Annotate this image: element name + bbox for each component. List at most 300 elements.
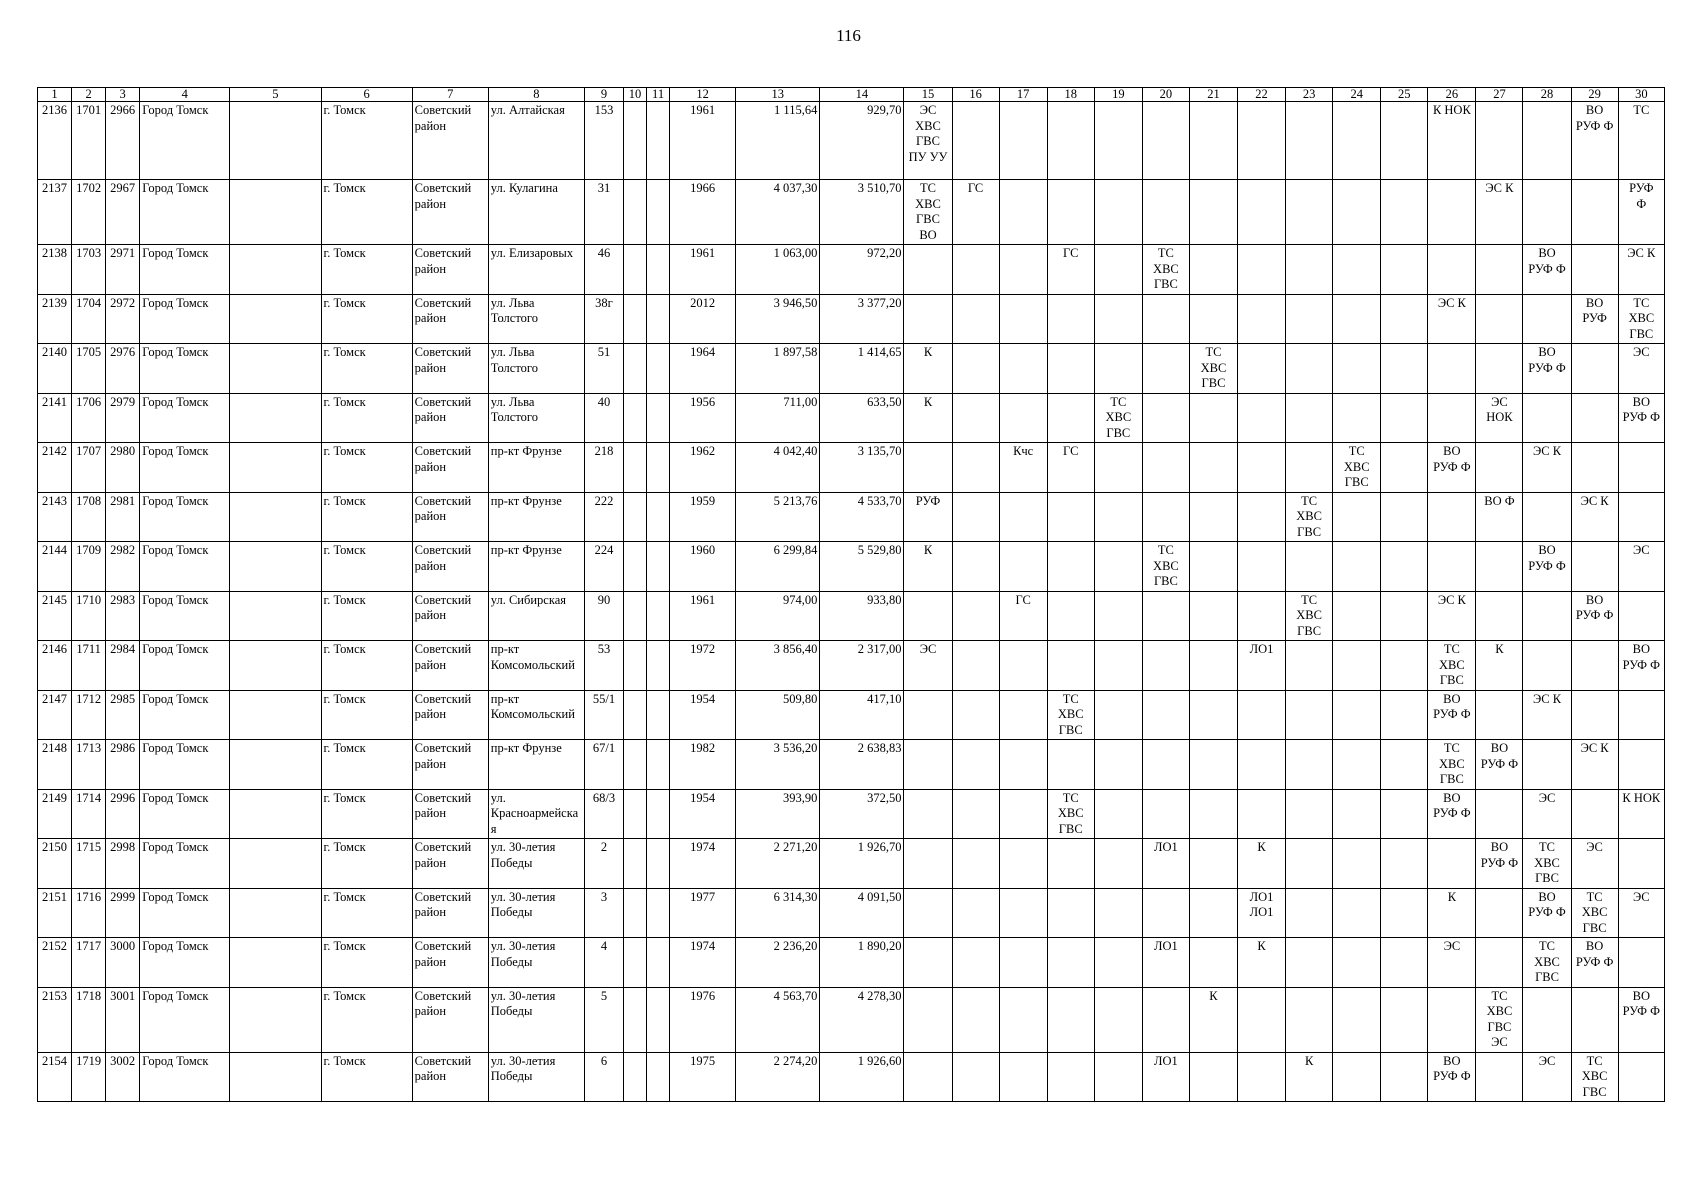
- table-cell: [952, 839, 999, 889]
- table-cell: [1571, 789, 1618, 839]
- table-cell: ул. Сибирская: [488, 591, 584, 641]
- table-cell: Советский район: [412, 888, 488, 938]
- table-cell: [230, 591, 321, 641]
- table-cell: [1333, 641, 1381, 691]
- column-header: 25: [1381, 88, 1428, 102]
- table-cell: Город Томск: [140, 789, 230, 839]
- table-cell: Город Томск: [140, 987, 230, 1052]
- table-cell: г. Томск: [321, 987, 412, 1052]
- table-cell: 1 115,64: [736, 102, 820, 180]
- table-cell: 2144: [38, 542, 72, 592]
- table-cell: [1094, 690, 1142, 740]
- table-cell: [1476, 1052, 1523, 1102]
- table-cell: Кчс: [999, 443, 1047, 493]
- table-cell: [1618, 938, 1664, 988]
- table-cell: [1571, 690, 1618, 740]
- table-cell: [1047, 1052, 1094, 1102]
- table-cell: [1571, 180, 1618, 245]
- table-cell: [1142, 740, 1189, 790]
- table-cell: Город Томск: [140, 492, 230, 542]
- table-cell: [1381, 542, 1428, 592]
- table-cell: 1972: [670, 641, 736, 691]
- table-cell: 53: [584, 641, 623, 691]
- table-cell: ул. 30-летия Победы: [488, 1052, 584, 1102]
- table-cell: [1523, 492, 1571, 542]
- table-cell: 222: [584, 492, 623, 542]
- table-cell: [904, 591, 952, 641]
- column-header: 2: [72, 88, 106, 102]
- table-cell: 3002: [106, 1052, 140, 1102]
- table-cell: 509,80: [736, 690, 820, 740]
- table-cell: ВО РУФ Ф: [1476, 839, 1523, 889]
- table-cell: 2998: [106, 839, 140, 889]
- table-cell: Город Томск: [140, 888, 230, 938]
- table-cell: [1047, 987, 1094, 1052]
- table-cell: 2979: [106, 393, 140, 443]
- table-cell: [1381, 443, 1428, 493]
- table-cell: [1094, 740, 1142, 790]
- table-cell: [1618, 443, 1664, 493]
- table-cell: [1189, 789, 1237, 839]
- column-header: 26: [1428, 88, 1476, 102]
- table-cell: г. Томск: [321, 1052, 412, 1102]
- table-cell: 90: [584, 591, 623, 641]
- table-cell: [647, 641, 670, 691]
- table-cell: [1189, 839, 1237, 889]
- table-row: [38, 987, 1665, 1052]
- table-cell: [1571, 987, 1618, 1052]
- table-cell: [1286, 180, 1333, 245]
- table-cell: [230, 888, 321, 938]
- table-cell: ТС ХВС ГВС: [1618, 294, 1664, 344]
- table-cell: г. Томск: [321, 443, 412, 493]
- table-cell: [999, 789, 1047, 839]
- table-cell: [999, 492, 1047, 542]
- table-cell: [1238, 987, 1286, 1052]
- table-cell: г. Томск: [321, 393, 412, 443]
- table-cell: [1142, 641, 1189, 691]
- table-cell: г. Томск: [321, 344, 412, 394]
- table-cell: Советский район: [412, 443, 488, 493]
- table-row: [38, 789, 1665, 839]
- table-cell: 2 274,20: [736, 1052, 820, 1102]
- table-cell: [1333, 344, 1381, 394]
- column-header: 20: [1142, 88, 1189, 102]
- column-header: 29: [1571, 88, 1618, 102]
- table-cell: [1618, 1052, 1664, 1102]
- table-cell: [1286, 839, 1333, 889]
- table-cell: [1381, 987, 1428, 1052]
- table-cell: ул. Елизаровых: [488, 245, 584, 295]
- table-cell: 393,90: [736, 789, 820, 839]
- table-cell: [904, 294, 952, 344]
- table-cell: ТС ХВС ГВС ВО: [904, 180, 952, 245]
- table-cell: ЭС К: [1523, 690, 1571, 740]
- table-cell: 40: [584, 393, 623, 443]
- table-cell: [1238, 789, 1286, 839]
- table-cell: [1189, 1052, 1237, 1102]
- table-cell: ТС ХВС ГВС: [1189, 344, 1237, 394]
- table-cell: 2154: [38, 1052, 72, 1102]
- column-header: 10: [624, 88, 647, 102]
- table-row: [38, 938, 1665, 988]
- table-cell: К: [1286, 1052, 1333, 1102]
- table-cell: ЛО1 ЛО1: [1238, 888, 1286, 938]
- table-cell: [952, 641, 999, 691]
- table-cell: 1716: [72, 888, 106, 938]
- table-cell: [1286, 542, 1333, 592]
- table-cell: [1189, 393, 1237, 443]
- table-cell: 2136: [38, 102, 72, 180]
- table-cell: 51: [584, 344, 623, 394]
- table-cell: Советский район: [412, 740, 488, 790]
- table-cell: 5 213,76: [736, 492, 820, 542]
- column-header: 30: [1618, 88, 1664, 102]
- table-cell: К: [1476, 641, 1523, 691]
- table-cell: [1428, 839, 1476, 889]
- table-row: [38, 443, 1665, 493]
- table-cell: 1709: [72, 542, 106, 592]
- table-cell: Советский район: [412, 294, 488, 344]
- table-cell: [999, 245, 1047, 295]
- table-cell: ТС ХВС ГВС: [1142, 245, 1189, 295]
- table-cell: ВО РУФ Ф: [1428, 443, 1476, 493]
- table-cell: 2981: [106, 492, 140, 542]
- table-cell: ВО РУФ: [1571, 294, 1618, 344]
- table-cell: [647, 393, 670, 443]
- table-cell: Советский район: [412, 938, 488, 988]
- table-cell: [1333, 591, 1381, 641]
- table-cell: [647, 245, 670, 295]
- table-cell: 2971: [106, 245, 140, 295]
- table-cell: 2984: [106, 641, 140, 691]
- table-cell: [624, 888, 647, 938]
- column-header: 3: [106, 88, 140, 102]
- table-cell: 1704: [72, 294, 106, 344]
- table-cell: ТС: [1618, 102, 1664, 180]
- table-cell: [1333, 245, 1381, 295]
- column-header: 15: [904, 88, 952, 102]
- table-cell: [1381, 789, 1428, 839]
- table-cell: г. Томск: [321, 641, 412, 691]
- table-cell: [1286, 789, 1333, 839]
- table-cell: 1 926,70: [820, 839, 904, 889]
- table-cell: [904, 789, 952, 839]
- table-cell: 3 536,20: [736, 740, 820, 790]
- table-cell: РУФ: [904, 492, 952, 542]
- table-cell: Советский район: [412, 492, 488, 542]
- table-cell: г. Томск: [321, 839, 412, 889]
- table-cell: ВО РУФ Ф: [1523, 888, 1571, 938]
- table-cell: [1523, 591, 1571, 641]
- table-cell: ЭС: [1618, 344, 1664, 394]
- column-header: 9: [584, 88, 623, 102]
- table-cell: [624, 102, 647, 180]
- table-cell: 218: [584, 443, 623, 493]
- table-cell: ЭС: [1523, 789, 1571, 839]
- table-cell: [1428, 180, 1476, 245]
- table-cell: ул. 30-летия Победы: [488, 839, 584, 889]
- table-cell: 1713: [72, 740, 106, 790]
- table-cell: [1238, 102, 1286, 180]
- table-cell: 3 510,70: [820, 180, 904, 245]
- table-cell: [1047, 641, 1094, 691]
- table-cell: [1381, 294, 1428, 344]
- table-cell: 4 533,70: [820, 492, 904, 542]
- table-cell: пр-кт Фрунзе: [488, 492, 584, 542]
- table-cell: [1381, 591, 1428, 641]
- table-cell: К НОК: [1428, 102, 1476, 180]
- column-header: 11: [647, 88, 670, 102]
- column-header: 22: [1238, 88, 1286, 102]
- table-cell: Город Томск: [140, 740, 230, 790]
- table-cell: 5 529,80: [820, 542, 904, 592]
- table-cell: 2148: [38, 740, 72, 790]
- table-cell: ВО РУФ Ф: [1618, 393, 1664, 443]
- table-cell: 974,00: [736, 591, 820, 641]
- table-cell: [647, 443, 670, 493]
- table-cell: Город Томск: [140, 542, 230, 592]
- table-cell: [999, 1052, 1047, 1102]
- table-cell: [624, 393, 647, 443]
- table-cell: [1094, 1052, 1142, 1102]
- table-cell: ТС ХВС ГВС ЭС: [1476, 987, 1523, 1052]
- table-cell: [1381, 245, 1428, 295]
- table-cell: ул. Красноармейска я: [488, 789, 584, 839]
- table-cell: [1428, 492, 1476, 542]
- table-row: [38, 740, 1665, 790]
- table-cell: [1238, 393, 1286, 443]
- table-row: [38, 542, 1665, 592]
- table-cell: ТС ХВС ГВС: [1094, 393, 1142, 443]
- table-cell: ЭС К: [1523, 443, 1571, 493]
- table-cell: [1189, 938, 1237, 988]
- table-cell: [1047, 542, 1094, 592]
- table-cell: [1333, 542, 1381, 592]
- table-cell: [999, 180, 1047, 245]
- table-cell: ЛО1: [1238, 641, 1286, 691]
- table-cell: [952, 789, 999, 839]
- table-cell: [230, 938, 321, 988]
- table-cell: [1333, 789, 1381, 839]
- table-cell: 2137: [38, 180, 72, 245]
- table-cell: ЭС: [1523, 1052, 1571, 1102]
- table-cell: Город Томск: [140, 245, 230, 295]
- table-cell: 2141: [38, 393, 72, 443]
- column-header: 5: [230, 88, 321, 102]
- table-cell: [999, 393, 1047, 443]
- table-cell: 3 377,20: [820, 294, 904, 344]
- table-cell: [1523, 641, 1571, 691]
- column-header: 13: [736, 88, 820, 102]
- table-cell: 1715: [72, 839, 106, 889]
- table-cell: [952, 542, 999, 592]
- table-cell: ГС: [1047, 245, 1094, 295]
- table-cell: [999, 938, 1047, 988]
- table-cell: [1286, 245, 1333, 295]
- table-cell: [647, 102, 670, 180]
- table-cell: [1286, 344, 1333, 394]
- table-cell: [647, 492, 670, 542]
- table-cell: [230, 245, 321, 295]
- table-cell: [1381, 492, 1428, 542]
- table-cell: [1523, 393, 1571, 443]
- table-cell: [1094, 245, 1142, 295]
- table-cell: ТС ХВС ГВС: [1047, 690, 1094, 740]
- table-cell: [1381, 344, 1428, 394]
- table-cell: Город Томск: [140, 393, 230, 443]
- table-cell: [647, 344, 670, 394]
- table-cell: [1238, 180, 1286, 245]
- table-cell: [1047, 591, 1094, 641]
- table-cell: 4 042,40: [736, 443, 820, 493]
- table-cell: [624, 789, 647, 839]
- table-cell: 5: [584, 987, 623, 1052]
- column-header: 8: [488, 88, 584, 102]
- table-cell: ВО РУФ Ф: [1618, 641, 1664, 691]
- table-row: [38, 492, 1665, 542]
- table-cell: [1428, 245, 1476, 295]
- table-cell: [1189, 888, 1237, 938]
- table-cell: 153: [584, 102, 623, 180]
- column-header: 4: [140, 88, 230, 102]
- table-cell: [1333, 393, 1381, 443]
- table-cell: [904, 938, 952, 988]
- table-cell: ул. 30-летия Победы: [488, 987, 584, 1052]
- column-header: 23: [1286, 88, 1333, 102]
- column-header: 17: [999, 88, 1047, 102]
- table-cell: ГС: [952, 180, 999, 245]
- table-cell: [952, 690, 999, 740]
- table-cell: ВО РУФ Ф: [1428, 1052, 1476, 1102]
- table-cell: [1238, 294, 1286, 344]
- table-cell: 1964: [670, 344, 736, 394]
- table-cell: 2142: [38, 443, 72, 493]
- table-cell: [1428, 542, 1476, 592]
- table-cell: г. Томск: [321, 542, 412, 592]
- table-cell: г. Томск: [321, 740, 412, 790]
- column-header: 7: [412, 88, 488, 102]
- table-cell: ВО РУФ Ф: [1571, 938, 1618, 988]
- table-cell: ВО РУФ Ф: [1618, 987, 1664, 1052]
- table-cell: 1974: [670, 839, 736, 889]
- table-cell: ТС ХВС ГВС: [1286, 492, 1333, 542]
- table-cell: 2996: [106, 789, 140, 839]
- column-header: 19: [1094, 88, 1142, 102]
- table-cell: 1 926,60: [820, 1052, 904, 1102]
- table-cell: ЭС К: [1476, 180, 1523, 245]
- table-cell: пр-кт Фрунзе: [488, 542, 584, 592]
- table-cell: Советский район: [412, 542, 488, 592]
- table-cell: [647, 740, 670, 790]
- table-cell: [230, 443, 321, 493]
- table-cell: г. Томск: [321, 938, 412, 988]
- table-body: [38, 102, 1665, 1102]
- table-cell: ЭС К: [1571, 740, 1618, 790]
- table-cell: [1142, 393, 1189, 443]
- table-cell: Советский район: [412, 245, 488, 295]
- table-cell: г. Томск: [321, 492, 412, 542]
- table-cell: 2: [584, 839, 623, 889]
- table-cell: 1974: [670, 938, 736, 988]
- table-cell: Город Томск: [140, 641, 230, 691]
- table-cell: Город Томск: [140, 180, 230, 245]
- table-cell: [624, 740, 647, 790]
- table-cell: [1333, 888, 1381, 938]
- table-cell: 1718: [72, 987, 106, 1052]
- table-cell: 3 135,70: [820, 443, 904, 493]
- table-cell: ЭС: [1428, 938, 1476, 988]
- table-cell: [999, 987, 1047, 1052]
- table-cell: 1975: [670, 1052, 736, 1102]
- column-header: 24: [1333, 88, 1381, 102]
- table-cell: [1381, 641, 1428, 691]
- table-cell: [1189, 740, 1237, 790]
- table-cell: 2972: [106, 294, 140, 344]
- table-cell: [1047, 393, 1094, 443]
- table-cell: ЭС: [1571, 839, 1618, 889]
- table-cell: [1476, 443, 1523, 493]
- table-cell: ЭС К: [1428, 591, 1476, 641]
- table-cell: 2986: [106, 740, 140, 790]
- table-cell: Советский район: [412, 102, 488, 180]
- table-cell: [1618, 839, 1664, 889]
- table-cell: 6: [584, 1052, 623, 1102]
- table-cell: ТС ХВС ГВС: [1571, 1052, 1618, 1102]
- table-cell: [1571, 245, 1618, 295]
- table-row: [38, 102, 1665, 180]
- table-cell: г. Томск: [321, 245, 412, 295]
- table-cell: Город Томск: [140, 591, 230, 641]
- table-cell: 1706: [72, 393, 106, 443]
- table-cell: [624, 344, 647, 394]
- table-cell: ТС ХВС ГВС: [1428, 641, 1476, 691]
- table-cell: [1142, 180, 1189, 245]
- table-cell: г. Томск: [321, 591, 412, 641]
- table-cell: 1710: [72, 591, 106, 641]
- table-cell: [952, 393, 999, 443]
- table-cell: [230, 789, 321, 839]
- table-cell: Советский район: [412, 987, 488, 1052]
- table-cell: 31: [584, 180, 623, 245]
- table-cell: 3000: [106, 938, 140, 988]
- table-cell: 1 890,20: [820, 938, 904, 988]
- table-cell: Город Томск: [140, 294, 230, 344]
- table-row: [38, 245, 1665, 295]
- table-cell: 2982: [106, 542, 140, 592]
- table-cell: [1142, 102, 1189, 180]
- table-cell: [999, 888, 1047, 938]
- table-cell: ВО РУФ Ф: [1428, 690, 1476, 740]
- table-cell: [1047, 102, 1094, 180]
- table-cell: [230, 987, 321, 1052]
- table-cell: 1701: [72, 102, 106, 180]
- table-cell: 2 236,20: [736, 938, 820, 988]
- table-cell: 3: [584, 888, 623, 938]
- table-cell: [1381, 839, 1428, 889]
- table-cell: [952, 1052, 999, 1102]
- table-cell: 1717: [72, 938, 106, 988]
- table-cell: ТС ХВС ГВС: [1286, 591, 1333, 641]
- table-cell: [904, 245, 952, 295]
- table-cell: [904, 690, 952, 740]
- table-cell: пр-кт Фрунзе: [488, 740, 584, 790]
- table-cell: [1238, 542, 1286, 592]
- table-cell: ЭС: [1618, 888, 1664, 938]
- table-cell: ул. Кулагина: [488, 180, 584, 245]
- table-cell: Советский район: [412, 591, 488, 641]
- table-cell: [230, 294, 321, 344]
